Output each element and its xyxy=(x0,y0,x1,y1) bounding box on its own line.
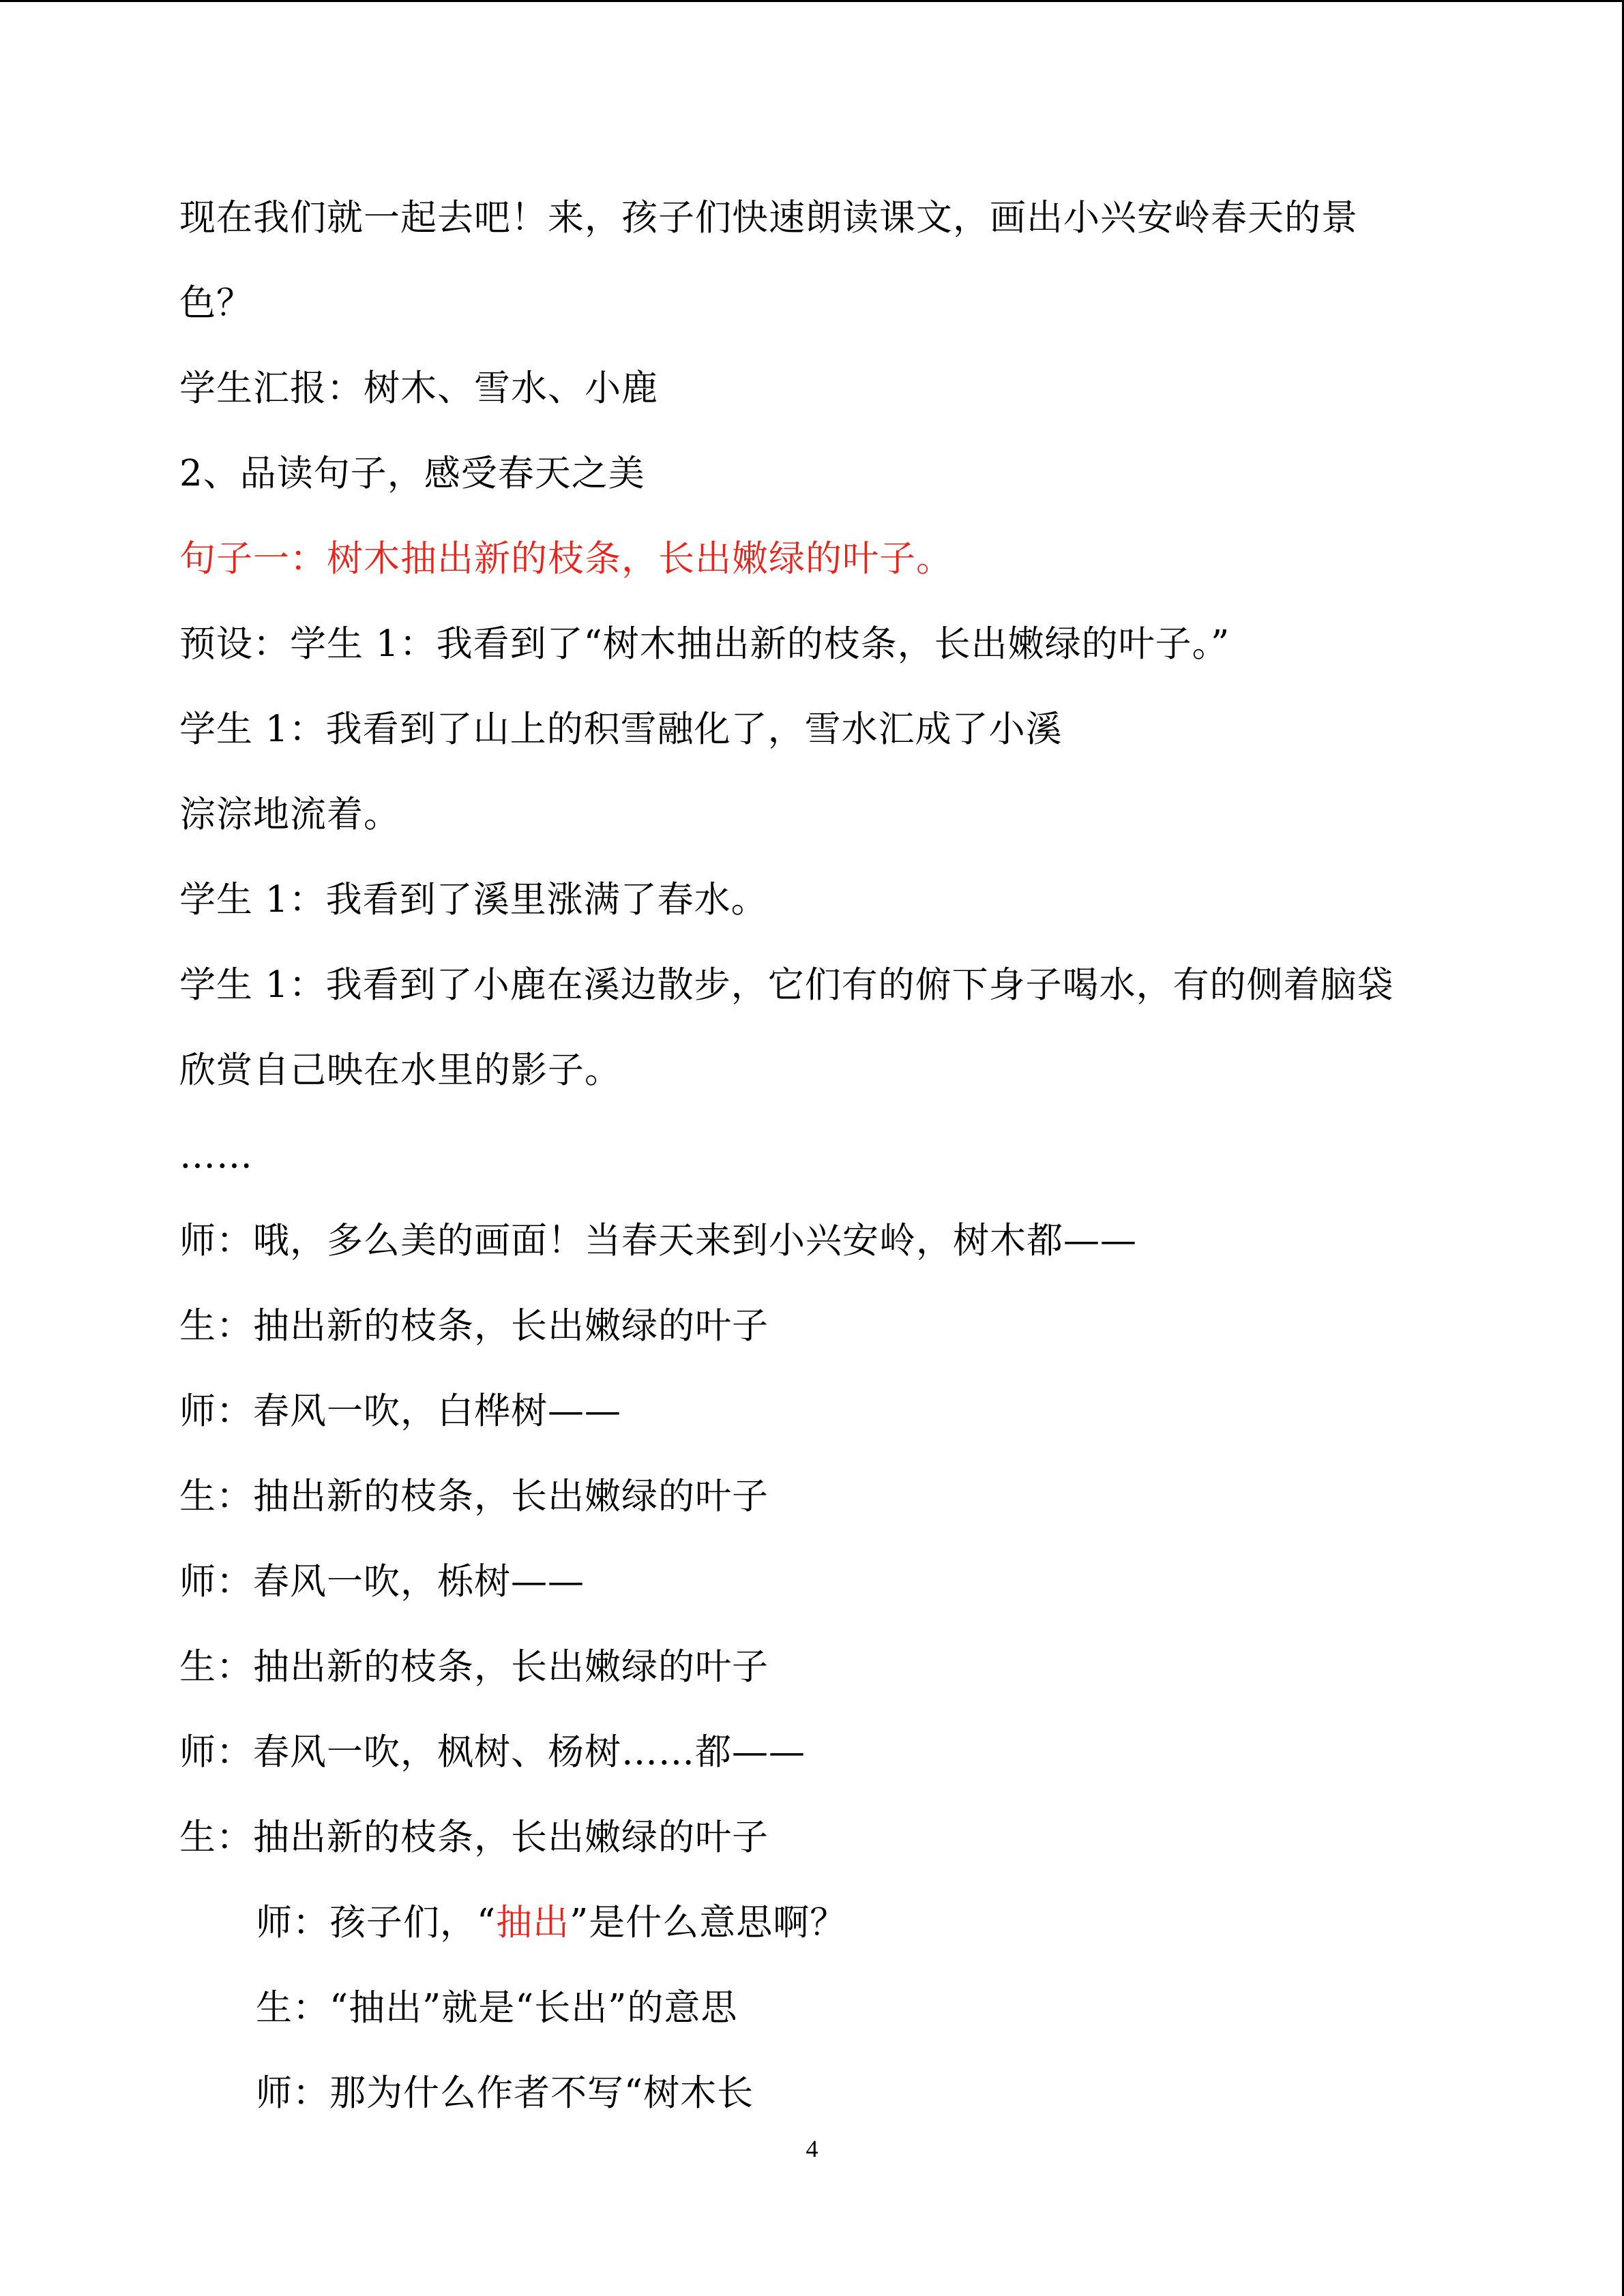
ellipsis-line: …… xyxy=(179,1135,253,1176)
indented-answer-line: 生：“抽出”就是“长出”的意思 xyxy=(256,1987,738,2029)
paragraph-line: 淙淙地流着。 xyxy=(179,794,400,835)
dialogue-line: 师：春风一吹，白桦树—— xyxy=(179,1390,621,1432)
paragraph-line: 色？ xyxy=(179,282,253,324)
document-body xyxy=(179,183,1509,2143)
dialogue-line: 生：抽出新的枝条，长出嫩绿的叶子 xyxy=(179,1817,769,1858)
dialogue-line: 师：哦，多么美的画面！当春天来到小兴安岭，树木都—— xyxy=(179,1220,1137,1262)
highlighted-term: 抽出 xyxy=(496,1902,570,1943)
dialogue-line: 师：春风一吹，栎树—— xyxy=(179,1561,585,1602)
paragraph-line: 现在我们就一起去吧！来，孩子们快速朗读课文，画出小兴安岭春天的景 xyxy=(179,197,1358,239)
indented-question-line xyxy=(179,1888,1509,1973)
dialogue-line: 生：抽出新的枝条，长出嫩绿的叶子 xyxy=(179,1305,769,1347)
question-prefix: 师：孩子们，“ xyxy=(256,1902,497,1943)
section-heading: 2、品读句子，感受春天之美 xyxy=(179,453,645,494)
paragraph-line: 学生汇报：树木、雪水、小鹿 xyxy=(179,368,658,409)
question-suffix: ”是什么意思啊？ xyxy=(570,1902,847,1943)
paragraph-line: 学生 1：我看到了小鹿在溪边散步，它们有的俯下身子喝水，有的侧着脑袋 xyxy=(179,964,1394,1006)
indented-followup-line: 师：那为什么作者不写“树木长 xyxy=(256,2072,754,2114)
page-number: 4 xyxy=(806,2135,818,2162)
paragraph-line: 学生 1：我看到了溪里涨满了春水。 xyxy=(179,879,768,921)
paragraph-line: 预设：学生 1：我看到了“树木抽出新的枝条，长出嫩绿的叶子。” xyxy=(179,623,1230,665)
highlighted-sentence: 句子一：树木抽出新的枝条，长出嫩绿的叶子。 xyxy=(179,538,953,580)
paragraph-line: 欣赏自己映在水里的影子。 xyxy=(179,1049,621,1091)
paragraph-line: 学生 1：我看到了山上的积雪融化了，雪水汇成了小溪 xyxy=(179,709,1063,750)
dialogue-line: 生：抽出新的枝条，长出嫩绿的叶子 xyxy=(179,1646,769,1688)
dialogue-line: 师：春风一吹，枫树、杨树……都—— xyxy=(179,1731,806,1773)
dialogue-line: 生：抽出新的枝条，长出嫩绿的叶子 xyxy=(179,1476,769,1517)
